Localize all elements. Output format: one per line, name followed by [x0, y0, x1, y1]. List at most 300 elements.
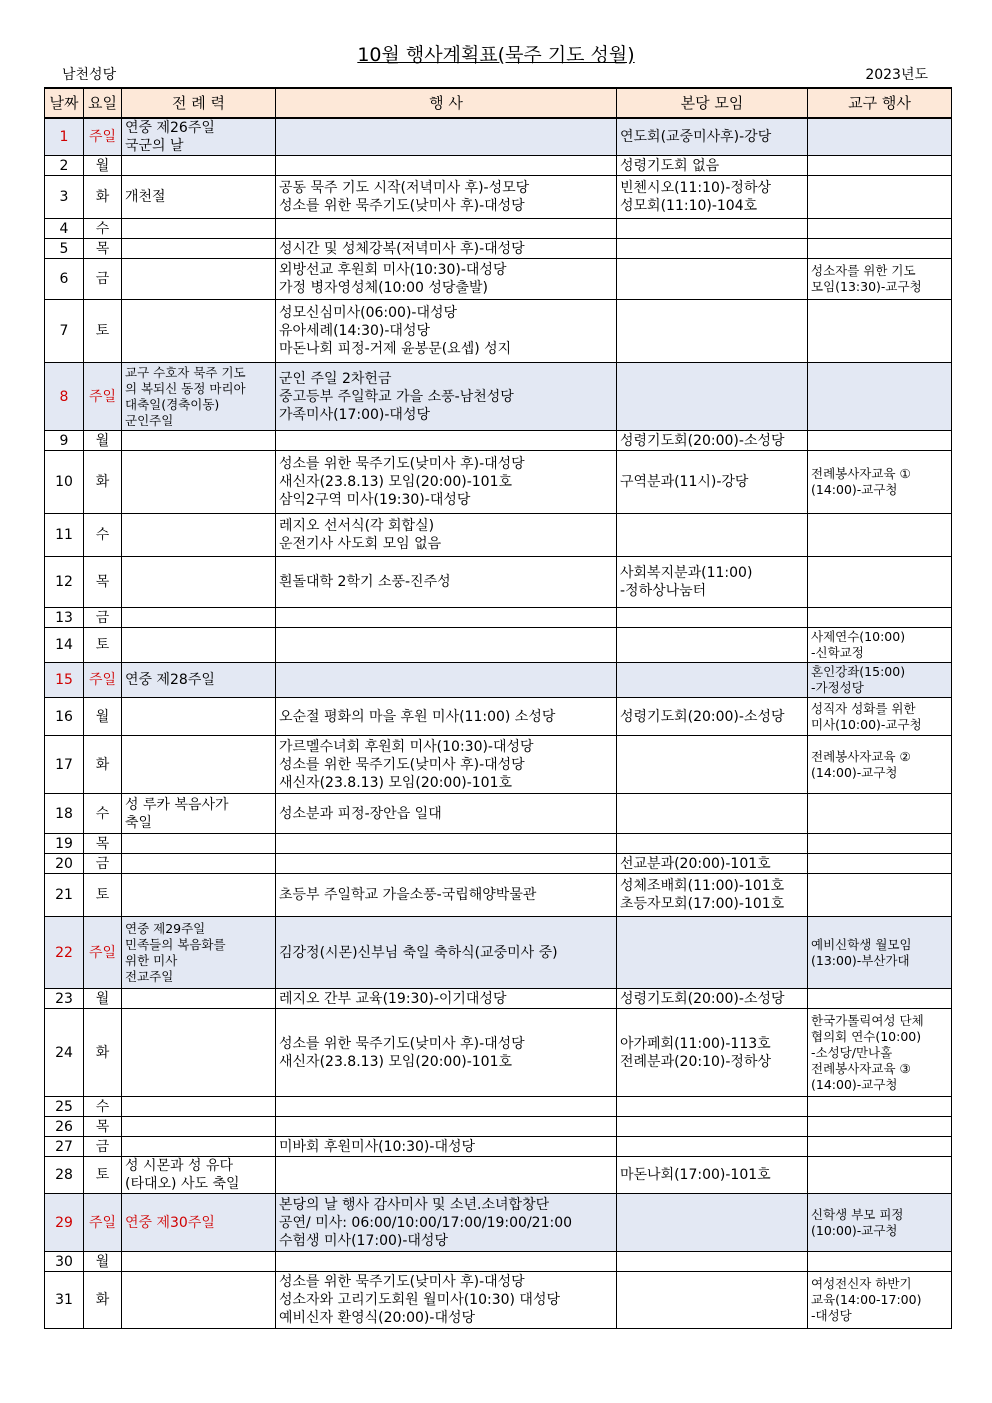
- table-row: [45, 219, 952, 239]
- events-cell: [276, 736, 617, 794]
- events-cell-line: 성소를 위한 묵주기도(낮미사 후)-대성당: [279, 198, 525, 214]
- table-row: [45, 854, 952, 874]
- events-cell-line: 유아세례(14:30)-대성당: [279, 323, 430, 339]
- table-row: [45, 451, 952, 514]
- liturgy-cell-line: 의 복되신 동정 마리아: [125, 380, 246, 396]
- date-cell: 29: [45, 1194, 84, 1252]
- events-cell: [276, 300, 617, 363]
- dow-cell: 월: [84, 698, 122, 736]
- table-row: [45, 300, 952, 363]
- events-cell: [276, 156, 617, 176]
- events-cell-line: 성소분과 피정-장안읍 일대: [279, 805, 442, 822]
- organization-name: 남천성당: [62, 67, 117, 83]
- table-row: [45, 736, 952, 794]
- table-row: [45, 363, 952, 431]
- table-row: [45, 1117, 952, 1137]
- liturgy-cell: [122, 363, 276, 431]
- events-cell: [276, 239, 617, 259]
- dow-cell: 주일: [84, 917, 122, 989]
- table-row: [45, 514, 952, 557]
- liturgy-cell: [122, 118, 276, 156]
- events-cell-line: 레지오 간부 교육(19:30)-이기대성당: [279, 990, 507, 1007]
- liturgy-cell: [122, 854, 276, 874]
- table-row: [45, 834, 952, 854]
- liturgy-cell: [122, 663, 276, 698]
- dow-cell: 월: [84, 1252, 122, 1272]
- diocese-cell-line: 신학생 부모 피정: [811, 1206, 904, 1222]
- parish-cell: [617, 219, 808, 239]
- liturgy-cell: [122, 1272, 276, 1329]
- parish-cell: [617, 663, 808, 698]
- liturgy-cell: [122, 451, 276, 514]
- diocese-cell-line: 성직자 성화를 위한: [811, 700, 916, 716]
- diocese-cell-line: 전례봉사자교육 ③: [811, 1060, 911, 1076]
- parish-cell-line: 성령기도회(20:00)-소성당: [620, 990, 785, 1007]
- date-cell: 27: [45, 1137, 84, 1157]
- diocese-cell-line: 예비신학생 월모임: [811, 936, 912, 952]
- diocese-cell: [808, 628, 952, 663]
- diocese-cell: [808, 1157, 952, 1194]
- header-diocese: 교구 행사: [808, 88, 952, 118]
- diocese-cell: [808, 514, 952, 557]
- liturgy-cell-line: (타대오) 사도 축일: [125, 1176, 240, 1192]
- parish-cell: [617, 1009, 808, 1097]
- date-cell: 15: [45, 663, 84, 698]
- diocese-cell: [808, 176, 952, 219]
- liturgy-cell-line: 군인주일: [125, 412, 174, 428]
- diocese-cell: [808, 1009, 952, 1097]
- parish-cell: [617, 176, 808, 219]
- date-cell: 9: [45, 431, 84, 451]
- diocese-cell: [808, 363, 952, 431]
- dow-cell: 토: [84, 874, 122, 917]
- liturgy-cell-line: 성 시몬과 성 유다: [125, 1158, 234, 1174]
- date-cell: 5: [45, 239, 84, 259]
- events-cell-line: 공연/ 미사: 06:00/10:00/17:00/19:00/21:00: [279, 1214, 573, 1231]
- events-cell-line: 예비신자 환영식(20:00)-대성당: [279, 1310, 476, 1326]
- table-row: [45, 156, 952, 176]
- events-cell-line: 새신자(23.8.13) 모임(20:00)-101호: [279, 1053, 512, 1070]
- liturgy-cell: [122, 698, 276, 736]
- events-cell: [276, 451, 617, 514]
- liturgy-cell: [122, 794, 276, 834]
- events-cell: [276, 1137, 617, 1157]
- parish-cell: [617, 834, 808, 854]
- events-cell-line: 가정 병자영성체(10:00 성당출발): [279, 280, 488, 296]
- diocese-cell-line: 사제연수(10:00): [811, 629, 906, 644]
- dow-cell: 월: [84, 989, 122, 1009]
- dow-cell: 목: [84, 239, 122, 259]
- parish-cell-line: 성모회(11:10)-104호: [620, 198, 758, 214]
- events-cell: [276, 219, 617, 239]
- dow-cell: 목: [84, 557, 122, 608]
- events-cell: [276, 628, 617, 663]
- diocese-cell: [808, 1194, 952, 1252]
- events-cell-line: 성소를 위한 묵주기도(낮미사 후)-대성당: [279, 1274, 525, 1290]
- parish-cell: [617, 608, 808, 628]
- parish-cell-line: 마돈나회(17:00)-101호: [620, 1167, 771, 1183]
- events-cell-line: 가르멜수녀회 후원회 미사(10:30)-대성당: [279, 738, 534, 755]
- diocese-cell-line: 한국가톨릭여성 단체: [811, 1012, 924, 1028]
- date-cell: 24: [45, 1009, 84, 1097]
- date-cell: 4: [45, 219, 84, 239]
- parish-cell-line: 초등자모회(17:00)-101호: [620, 896, 785, 912]
- diocese-cell: [808, 451, 952, 514]
- parish-cell: [617, 854, 808, 874]
- diocese-cell-line: (14:00)-교구청: [811, 764, 898, 780]
- liturgy-cell: [122, 514, 276, 557]
- liturgy-cell-line: 연중 제28주일: [125, 672, 215, 688]
- diocese-cell: [808, 608, 952, 628]
- parish-cell-line: 아가페회(11:00)-113호: [620, 1035, 771, 1052]
- dow-cell: 수: [84, 219, 122, 239]
- diocese-cell-line: -신학교정: [811, 645, 864, 660]
- date-cell: 6: [45, 259, 84, 300]
- diocese-cell-line: -소성당/만나홀: [811, 1044, 893, 1060]
- dow-cell: 수: [84, 1097, 122, 1117]
- diocese-cell-line: 미사(10:00)-교구청: [811, 716, 922, 732]
- parish-cell-line: 빈첸시오(11:10)-정하상: [620, 180, 771, 196]
- liturgy-cell: [122, 557, 276, 608]
- events-cell: [276, 1117, 617, 1137]
- parish-cell-line: 성령기도회(20:00)-소성당: [620, 432, 785, 449]
- parish-cell: [617, 1097, 808, 1117]
- table-row: [45, 698, 952, 736]
- liturgy-cell: [122, 1137, 276, 1157]
- parish-cell: [617, 1117, 808, 1137]
- events-cell-line: 성소를 위한 묵주기도(낮미사 후)-대성당: [279, 1035, 525, 1052]
- liturgy-cell-line: 축일: [125, 814, 153, 831]
- diocese-cell: [808, 1272, 952, 1329]
- dow-cell: 토: [84, 628, 122, 663]
- diocese-cell: [808, 118, 952, 156]
- parish-cell: [617, 1272, 808, 1329]
- dow-cell: 주일: [84, 1194, 122, 1252]
- year-label: 2023년도: [865, 67, 928, 83]
- diocese-cell-line: (13:00)-부산가대: [811, 952, 910, 968]
- events-cell: [276, 1157, 617, 1194]
- events-cell-line: 성소를 위한 묵주기도(낮미사 후)-대성당: [279, 756, 525, 773]
- dow-cell: 목: [84, 1117, 122, 1137]
- dow-cell: 금: [84, 259, 122, 300]
- table-row: [45, 1009, 952, 1097]
- parish-cell-line: 성령기도회 없음: [620, 157, 720, 174]
- date-cell: 23: [45, 989, 84, 1009]
- header-row: [45, 88, 952, 118]
- table-row: [45, 989, 952, 1009]
- dow-cell: 화: [84, 1272, 122, 1329]
- date-cell: 12: [45, 557, 84, 608]
- parish-cell: [617, 451, 808, 514]
- events-cell-line: 삼익2구역 미사(19:30)-대성당: [279, 492, 471, 508]
- liturgy-cell: [122, 834, 276, 854]
- events-cell-line: 성소자와 고리기도회원 월미사(10:30) 대성당: [279, 1292, 561, 1308]
- diocese-cell-line: 여성전신자 하반기: [811, 1276, 912, 1291]
- liturgy-cell: [122, 300, 276, 363]
- liturgy-cell: [122, 1117, 276, 1137]
- header-date: 날짜: [45, 88, 84, 118]
- table-row: [45, 239, 952, 259]
- dow-cell: 토: [84, 300, 122, 363]
- dow-cell: 수: [84, 514, 122, 557]
- events-cell-line: 성시간 및 성체강복(저녁미사 후)-대성당: [279, 240, 525, 257]
- events-cell: [276, 608, 617, 628]
- table-row: [45, 176, 952, 219]
- liturgy-cell: [122, 917, 276, 989]
- liturgy-cell: [122, 989, 276, 1009]
- events-cell: [276, 874, 617, 917]
- liturgy-cell-line: 대축일(경축이동): [125, 396, 220, 412]
- table-row: [45, 1252, 952, 1272]
- diocese-cell: [808, 1137, 952, 1157]
- liturgy-cell: [122, 156, 276, 176]
- events-cell: [276, 259, 617, 300]
- events-cell-line: 군인 주일 2차헌금: [279, 370, 392, 387]
- diocese-cell: [808, 156, 952, 176]
- diocese-cell: [808, 736, 952, 794]
- events-cell: [276, 1009, 617, 1097]
- dow-cell: 화: [84, 1009, 122, 1097]
- events-cell: [276, 118, 617, 156]
- diocese-cell: [808, 794, 952, 834]
- liturgy-cell: [122, 1252, 276, 1272]
- diocese-cell-line: 전례봉사자교육 ②: [811, 748, 911, 764]
- dow-cell: 금: [84, 1137, 122, 1157]
- diocese-cell: [808, 1097, 952, 1117]
- liturgy-cell: [122, 176, 276, 219]
- diocese-cell-line: 협의회 연수(10:00): [811, 1028, 922, 1044]
- schedule-table: [44, 87, 952, 1329]
- date-cell: 13: [45, 608, 84, 628]
- diocese-cell-line: (14:00)-교구청: [811, 482, 898, 497]
- diocese-cell-line: 혼인강좌(15:00): [811, 664, 906, 679]
- liturgy-cell: [122, 219, 276, 239]
- parish-cell: [617, 628, 808, 663]
- events-cell: [276, 557, 617, 608]
- events-cell-line: 초등부 주일학교 가을소풍-국립해양박물관: [279, 887, 537, 903]
- diocese-cell-line: 전례봉사자교육 ①: [811, 466, 911, 481]
- liturgy-cell: [122, 1157, 276, 1194]
- date-cell: 7: [45, 300, 84, 363]
- diocese-cell-line: 모임(13:30)-교구청: [811, 279, 922, 294]
- diocese-cell: [808, 917, 952, 989]
- dow-cell: 화: [84, 736, 122, 794]
- liturgy-cell-line: 민족들의 복음화를: [125, 936, 226, 952]
- events-cell-line: 흰돌대학 2학기 소풍-진주성: [279, 574, 451, 590]
- diocese-cell: [808, 834, 952, 854]
- date-cell: 11: [45, 514, 84, 557]
- date-cell: 20: [45, 854, 84, 874]
- parish-cell: [617, 514, 808, 557]
- parish-cell: [617, 794, 808, 834]
- parish-cell: [617, 363, 808, 431]
- events-cell-line: 오순절 평화의 마을 후원 미사(11:00) 소성당: [279, 708, 556, 725]
- table-row: [45, 917, 952, 989]
- liturgy-cell: [122, 259, 276, 300]
- diocese-cell-line: (10:00)-교구청: [811, 1222, 898, 1238]
- date-cell: 31: [45, 1272, 84, 1329]
- events-cell: [276, 698, 617, 736]
- diocese-cell-line: 성소자를 위한 기도: [811, 263, 916, 278]
- diocese-cell: [808, 663, 952, 698]
- dow-cell: 주일: [84, 663, 122, 698]
- date-cell: 10: [45, 451, 84, 514]
- parish-cell-line: 구역분과(11시)-강당: [620, 474, 749, 490]
- events-cell-line: 새신자(23.8.13) 모임(20:00)-101호: [279, 774, 512, 791]
- diocese-cell: [808, 1252, 952, 1272]
- liturgy-cell: [122, 1009, 276, 1097]
- liturgy-cell: [122, 608, 276, 628]
- events-cell: [276, 1097, 617, 1117]
- date-cell: 2: [45, 156, 84, 176]
- events-cell: [276, 989, 617, 1009]
- diocese-cell: [808, 431, 952, 451]
- parish-cell: [617, 698, 808, 736]
- diocese-cell: [808, 1117, 952, 1137]
- parish-cell: [617, 259, 808, 300]
- diocese-cell: [808, 300, 952, 363]
- liturgy-cell: [122, 1097, 276, 1117]
- events-cell: [276, 1252, 617, 1272]
- header-parish: 본당 모임: [617, 88, 808, 118]
- table-row: [45, 608, 952, 628]
- events-cell-line: 미바회 후원미사(10:30)-대성당: [279, 1138, 476, 1155]
- dow-cell: 월: [84, 431, 122, 451]
- date-cell: 22: [45, 917, 84, 989]
- liturgy-cell-line: 위한 미사: [125, 952, 178, 968]
- events-cell-line: 새신자(23.8.13) 모임(20:00)-101호: [279, 474, 512, 490]
- liturgy-cell-line: 개천절: [125, 189, 166, 205]
- events-cell-line: 외방선교 후원회 미사(10:30)-대성당: [279, 262, 507, 278]
- parish-cell-line: 성체조배회(11:00)-101호: [620, 878, 785, 894]
- date-cell: 14: [45, 628, 84, 663]
- dow-cell: 월: [84, 156, 122, 176]
- date-cell: 1: [45, 118, 84, 156]
- table-row: [45, 259, 952, 300]
- date-cell: 21: [45, 874, 84, 917]
- parish-cell: [617, 874, 808, 917]
- diocese-cell: [808, 854, 952, 874]
- diocese-cell: [808, 989, 952, 1009]
- liturgy-cell: [122, 628, 276, 663]
- events-cell: [276, 1194, 617, 1252]
- events-cell: [276, 917, 617, 989]
- liturgy-cell: [122, 431, 276, 451]
- liturgy-cell: [122, 874, 276, 917]
- liturgy-cell-line: 연중 제26주일: [125, 120, 215, 136]
- parish-cell: [617, 239, 808, 259]
- date-cell: 17: [45, 736, 84, 794]
- dow-cell: 목: [84, 834, 122, 854]
- parish-cell: [617, 118, 808, 156]
- diocese-cell: [808, 698, 952, 736]
- liturgy-cell-line: 국군의 날: [125, 138, 184, 154]
- parish-cell: [617, 1157, 808, 1194]
- events-cell: [276, 834, 617, 854]
- date-cell: 26: [45, 1117, 84, 1137]
- events-cell: [276, 363, 617, 431]
- table-row: [45, 628, 952, 663]
- dow-cell: 수: [84, 794, 122, 834]
- events-cell-line: 성모신심미사(06:00)-대성당: [279, 305, 458, 321]
- parish-cell: [617, 736, 808, 794]
- liturgy-cell-line: 교구 수호자 묵주 기도: [125, 364, 246, 380]
- table-row: [45, 1097, 952, 1117]
- diocese-cell-line: -가정성당: [811, 680, 864, 695]
- liturgy-cell: [122, 736, 276, 794]
- events-cell: [276, 854, 617, 874]
- parish-cell-line: 전례분과(20:10)-정하상: [620, 1053, 771, 1070]
- events-cell-line: 레지오 선서식(각 회합실): [279, 518, 435, 534]
- diocese-cell: [808, 219, 952, 239]
- liturgy-cell-line: 성 루카 복음사가: [125, 796, 229, 813]
- events-cell: [276, 514, 617, 557]
- header-liturgy: 전 례 력: [122, 88, 276, 118]
- liturgy-cell-line: 연중 제30주일: [125, 1214, 215, 1231]
- dow-cell: 토: [84, 1157, 122, 1194]
- parish-cell-line: 선교분과(20:00)-101호: [620, 855, 771, 872]
- parish-cell-line: 사회복지분과(11:00): [620, 565, 753, 581]
- date-cell: 18: [45, 794, 84, 834]
- diocese-cell-line: (14:00)-교구청: [811, 1076, 898, 1092]
- table-row: [45, 874, 952, 917]
- parish-cell: [617, 300, 808, 363]
- parish-cell: [617, 1137, 808, 1157]
- date-cell: 16: [45, 698, 84, 736]
- dow-cell: 주일: [84, 363, 122, 431]
- events-cell-line: 운전기사 사도회 모임 없음: [279, 536, 442, 552]
- dow-cell: 주일: [84, 118, 122, 156]
- header-dow: 요일: [84, 88, 122, 118]
- date-cell: 19: [45, 834, 84, 854]
- parish-cell: [617, 1252, 808, 1272]
- parish-cell: [617, 989, 808, 1009]
- parish-cell: [617, 156, 808, 176]
- diocese-cell: [808, 259, 952, 300]
- dow-cell: 금: [84, 608, 122, 628]
- dow-cell: 화: [84, 176, 122, 219]
- events-cell-line: 공동 묵주 기도 시작(저녁미사 후)-성모당: [279, 180, 530, 196]
- table-row: [45, 794, 952, 834]
- parish-cell-line: -정하상나눔터: [620, 583, 707, 599]
- events-cell-line: 성소를 위한 묵주기도(낮미사 후)-대성당: [279, 456, 525, 472]
- parish-cell: [617, 431, 808, 451]
- liturgy-cell: [122, 1194, 276, 1252]
- diocese-cell-line: -대성당: [811, 1308, 852, 1323]
- parish-cell: [617, 917, 808, 989]
- date-cell: 25: [45, 1097, 84, 1117]
- dow-cell: 금: [84, 854, 122, 874]
- header-events: 행 사: [276, 88, 617, 118]
- liturgy-cell-line: 연중 제29주일: [125, 920, 206, 936]
- liturgy-cell: [122, 239, 276, 259]
- diocese-cell: [808, 874, 952, 917]
- events-cell-line: 마돈나회 피정-거제 윤봉문(요셉) 성지: [279, 341, 512, 357]
- date-cell: 30: [45, 1252, 84, 1272]
- date-cell: 28: [45, 1157, 84, 1194]
- events-cell: [276, 431, 617, 451]
- table-row: [45, 118, 952, 156]
- parish-cell-line: 성령기도회(20:00)-소성당: [620, 708, 785, 725]
- table-row: [45, 1157, 952, 1194]
- diocese-cell: [808, 557, 952, 608]
- events-cell: [276, 794, 617, 834]
- events-cell: [276, 1272, 617, 1329]
- date-cell: 3: [45, 176, 84, 219]
- diocese-cell: [808, 239, 952, 259]
- table-row: [45, 431, 952, 451]
- date-cell: 8: [45, 363, 84, 431]
